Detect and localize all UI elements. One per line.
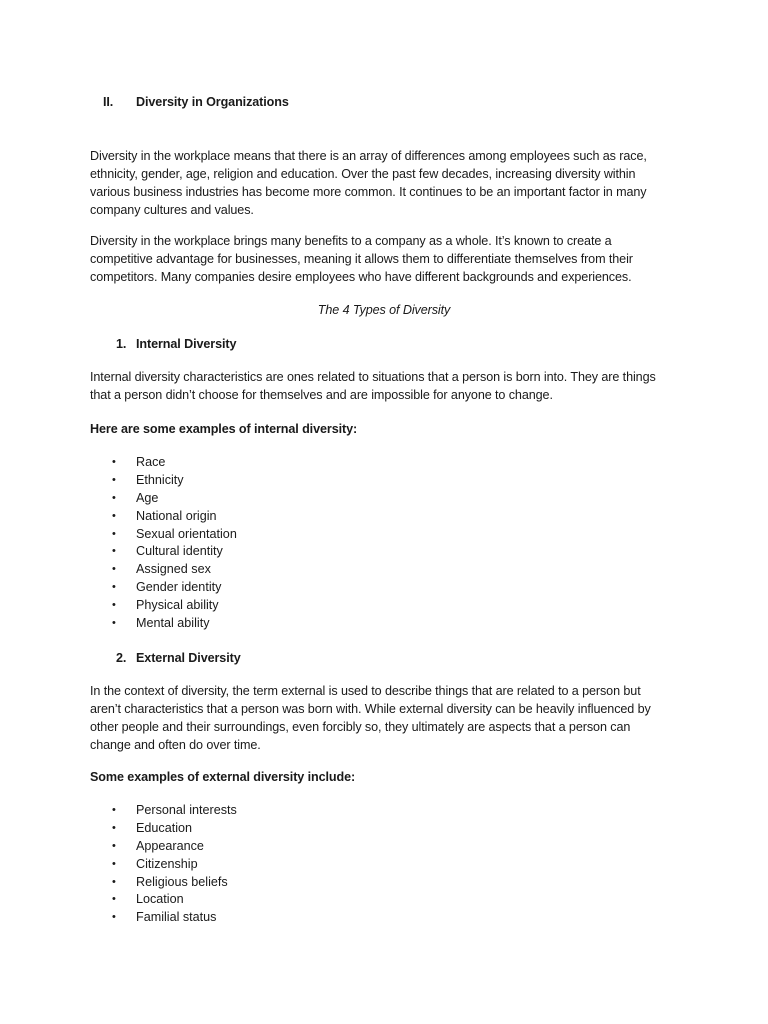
- bullet-icon: •: [112, 875, 116, 888]
- bullet-icon: •: [112, 456, 116, 468]
- list-item-label: Sexual orientation: [136, 526, 237, 541]
- bullet-icon: •: [112, 473, 116, 486]
- list-item: [112, 508, 237, 526]
- list-item: [112, 874, 237, 892]
- bullet-icon: •: [112, 911, 116, 924]
- bullet-icon: •: [112, 839, 116, 852]
- bullet-icon: •: [112, 563, 116, 576]
- list-item-label: Gender identity: [136, 580, 222, 595]
- list-item-label: Location: [136, 892, 184, 907]
- external-number: 2.: [116, 651, 127, 665]
- bullet-icon: •: [112, 491, 116, 504]
- internal-examples-heading: Here are some examples of internal diversity:: [90, 422, 358, 436]
- intro-paragraph-1: [90, 147, 690, 219]
- list-item-label: Assigned sex: [136, 562, 211, 577]
- list-item-label: National origin: [136, 508, 217, 523]
- paragraph-line: competitive advantage for businesses, meaning it allows them to differentiate themselves from their: [90, 252, 633, 266]
- paragraph-line: ethnicity, gender, age, religion and education. Over the past few decades, increasing diversity within: [90, 167, 636, 181]
- external-heading: External Diversity: [136, 651, 241, 665]
- bullet-icon: •: [112, 804, 116, 816]
- list-item-label: Age: [136, 490, 159, 505]
- list-item: [112, 615, 237, 633]
- types-heading: The 4 Types of Diversity: [317, 303, 451, 317]
- bullet-icon: •: [112, 509, 116, 522]
- list-item-label: Ethnicity: [136, 472, 184, 487]
- paragraph-line: aren’t characteristics that a person was born with. While external diversity can be heavily influenced by: [90, 702, 651, 716]
- bullet-icon: •: [112, 581, 116, 594]
- paragraph-line: various business industries has become more common. It continues to be an important factor in many: [90, 185, 647, 199]
- list-item: [112, 579, 237, 597]
- paragraph-line: company cultures and values.: [90, 203, 254, 217]
- bullet-icon: •: [112, 857, 116, 870]
- list-item: [112, 526, 237, 544]
- list-item-label: Physical ability: [136, 598, 219, 613]
- list-item: [112, 909, 237, 927]
- paragraph-line: other people and their surroundings, even forcibly so, they ultimately are aspects that a person can: [90, 720, 631, 734]
- paragraph-line: that a person didn’t choose for themselves and are impossible for anyone to change.: [90, 388, 553, 402]
- paragraph-line: In the context of diversity, the term external is used to describe things that are related to a person but: [90, 684, 641, 698]
- intro-paragraph-2: [90, 232, 690, 286]
- list-item-label: Familial status: [136, 910, 217, 925]
- list-item: [112, 856, 237, 874]
- section-number: II.: [103, 95, 114, 109]
- internal-examples-list: [112, 454, 237, 633]
- bullet-icon: •: [112, 599, 116, 612]
- external-examples-list: [112, 802, 237, 927]
- list-item-label: Personal interests: [136, 803, 237, 817]
- list-item-label: Religious beliefs: [136, 874, 228, 889]
- list-item: [112, 454, 237, 472]
- list-item: [112, 490, 237, 508]
- paragraph-line: competitors. Many companies desire employees who have different backgrounds and experiences.: [90, 270, 632, 284]
- section-title: Diversity in Organizations: [136, 95, 289, 109]
- list-item-label: Appearance: [136, 838, 204, 853]
- list-item: [112, 838, 237, 856]
- bullet-icon: •: [112, 821, 116, 834]
- list-item: [112, 597, 237, 615]
- bullet-icon: •: [112, 617, 116, 630]
- bullet-icon: •: [112, 527, 116, 540]
- list-item-label: Citizenship: [136, 856, 198, 871]
- list-item-label: Education: [136, 820, 193, 835]
- list-item: [112, 820, 237, 838]
- bullet-icon: •: [112, 545, 116, 558]
- list-item-label: Mental ability: [136, 616, 210, 631]
- internal-paragraph: [90, 368, 690, 404]
- list-item-label: Race: [136, 455, 166, 469]
- internal-heading: Internal Diversity: [136, 337, 237, 351]
- list-item-label: Cultural identity: [136, 544, 223, 559]
- external-paragraph: [90, 682, 690, 754]
- paragraph-line: Internal diversity characteristics are ones related to situations that a person is born into. They are things: [90, 370, 656, 384]
- paragraph-line: change and often do over time.: [90, 738, 261, 752]
- bullet-icon: •: [112, 893, 116, 906]
- paragraph-line: Diversity in the workplace means that there is an array of differences among employees such as race,: [90, 149, 647, 163]
- list-item: [112, 802, 237, 820]
- list-item: [112, 891, 237, 909]
- list-item: [112, 472, 237, 490]
- paragraph-line: Diversity in the workplace brings many benefits to a company as a whole. It’s known to create a: [90, 234, 612, 248]
- list-item: [112, 543, 237, 561]
- external-examples-heading: Some examples of external diversity include:: [90, 770, 356, 784]
- internal-number: 1.: [116, 337, 127, 351]
- list-item: [112, 561, 237, 579]
